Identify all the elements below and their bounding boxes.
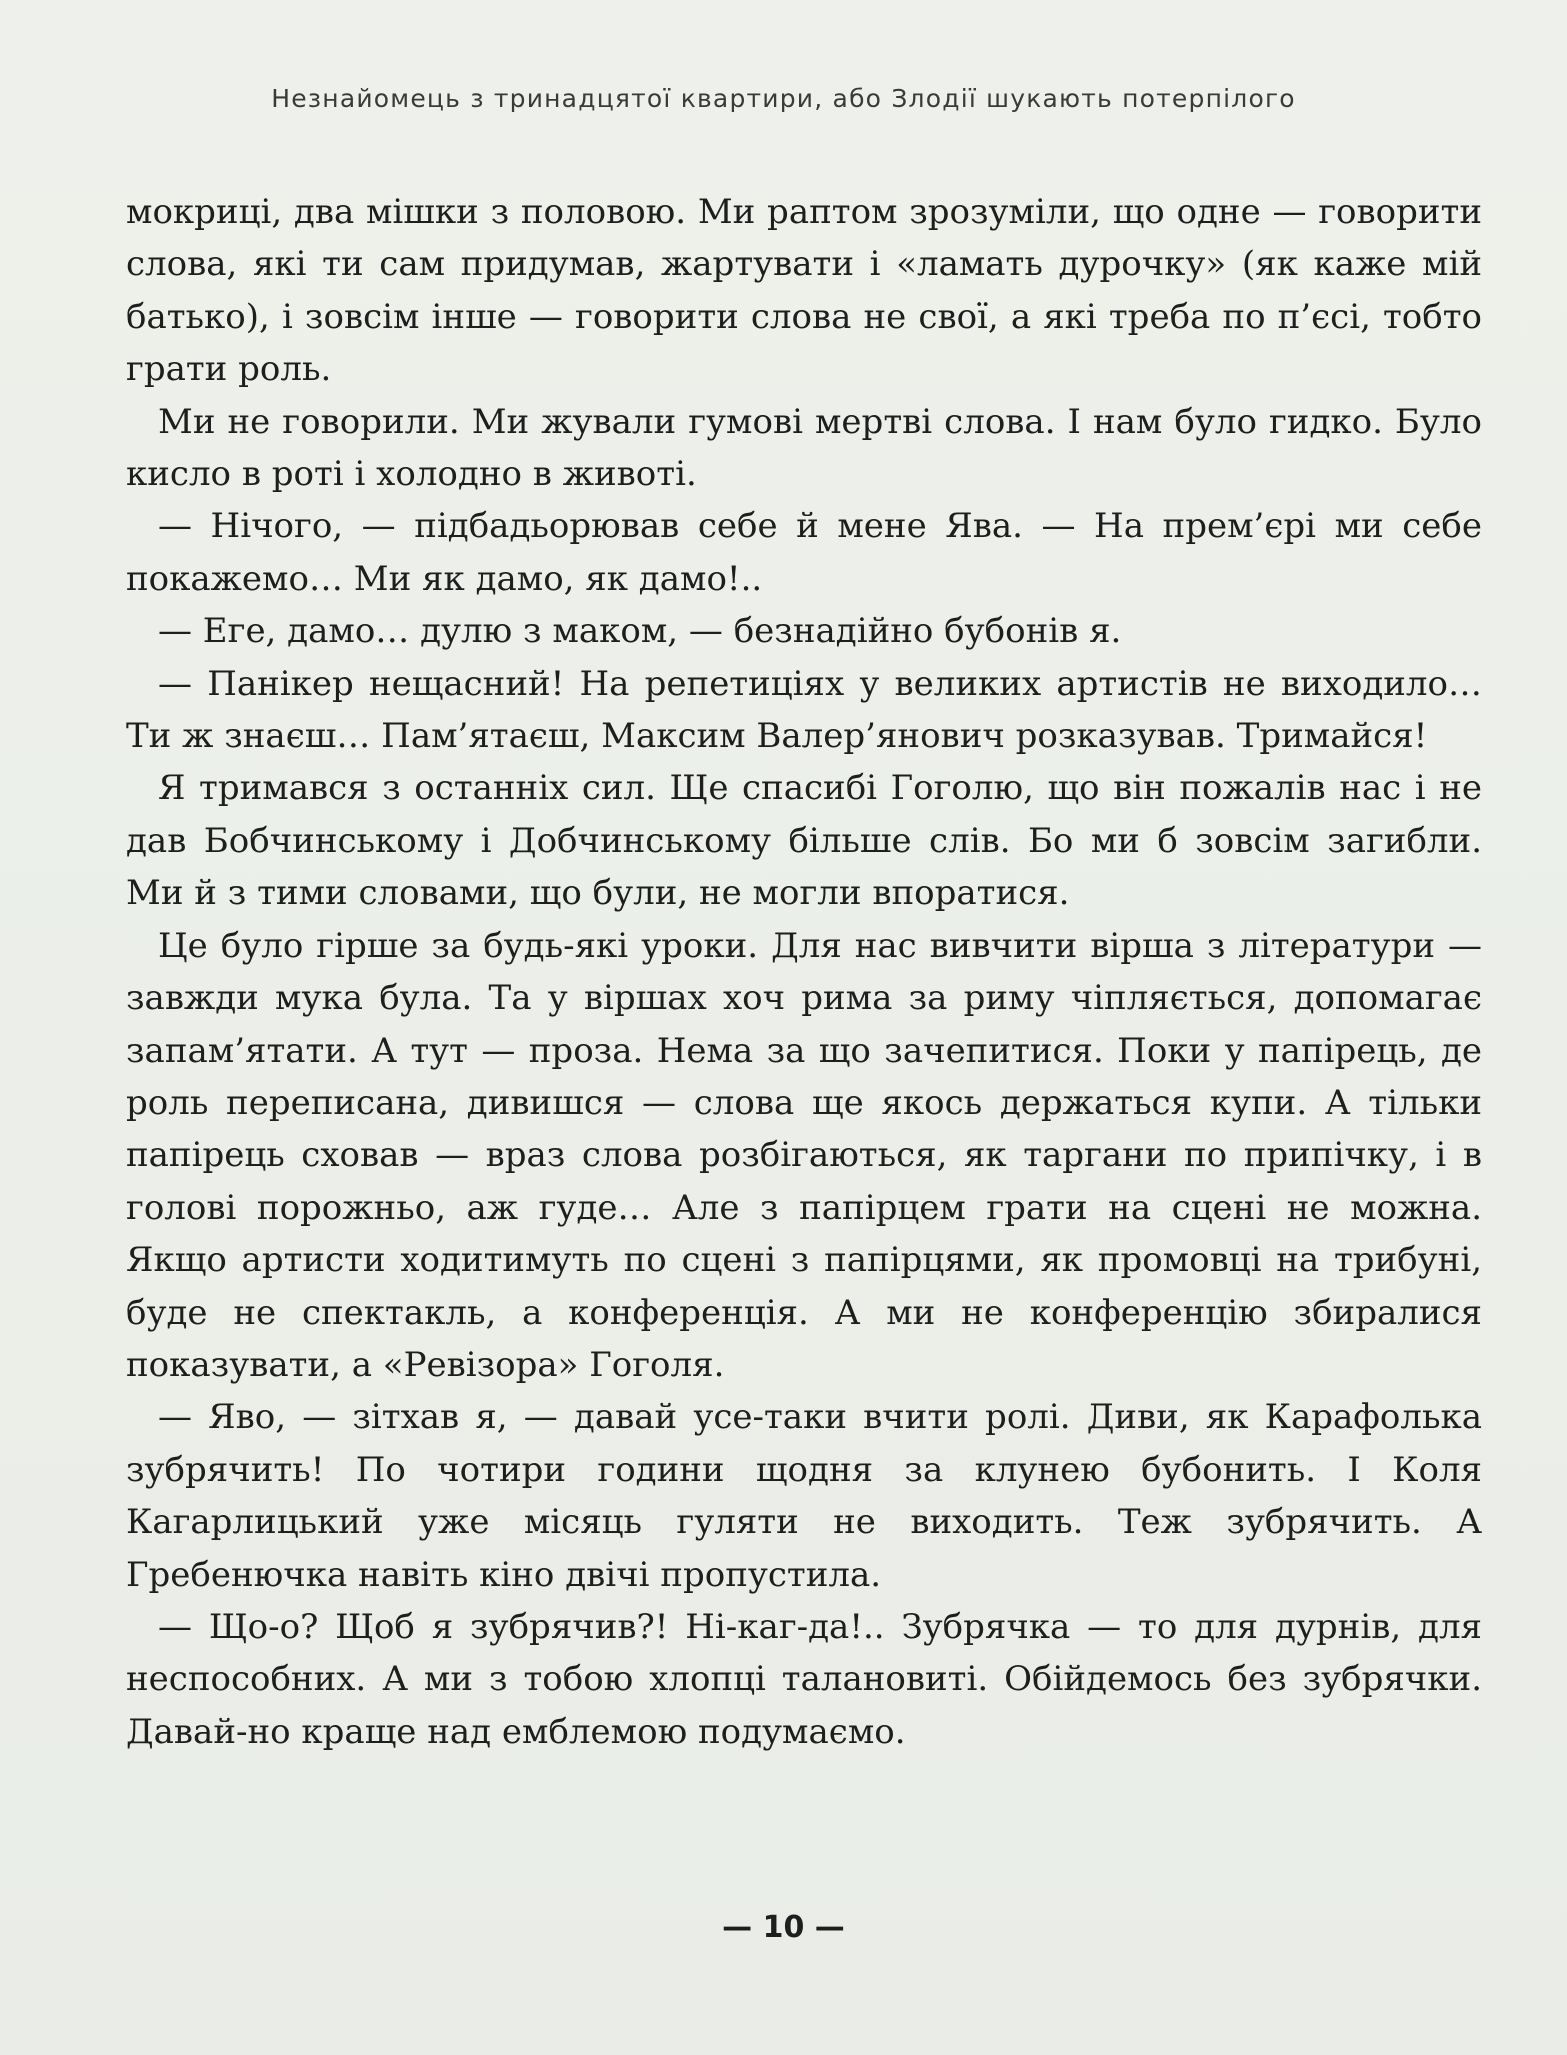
running-head: Незнайомець з тринадцятої квартири, або Злодії шукають потерпілого bbox=[271, 84, 1296, 113]
paragraph-1: мокриці, два мішки з половою. Ми раптом зрозуміли, що одне — говорити слова, які ти сам придумав, жартувати і «ламать дурочку» (як каже мій батько), і зовсім інше — говорити слова не свої, а які треба по п’єсі, тобто грати роль. bbox=[126, 192, 1482, 390]
paragraph-5: — Панікер нещасний! На репетиціях у великих артистів не виходило… Ти ж знаєш… Пам’ятаєш, Максим Валер’янович розказував. Тримайся! bbox=[126, 663, 1482, 757]
paragraph-7: Це було гірше за будь-які уроки. Для нас вивчити вірша з літератури — завжди мука була. Та у віршах хоч рима за риму чіпляється, допомагає запам’ятати. А тут — проза. Нема за що зачепитися. Поки у папірець, де роль переписана, дивишся — слова ще якось держаться купи. А тільки папірець сховав — враз слова розбігаються, як таргани по припічку, і в голові порожньо, аж гуде… Але з папірцем грати на сцені не можна. Якщо артисти ходитимуть по сцені з папірцями, як промовці на трибуні, буде не спектакль, а конференція. А ми не конференцію збиралися показувати, а «Ревізора» Гоголя. bbox=[126, 925, 1482, 1385]
paragraph-3: — Нічого, — підбадьорював себе й мене Ява. — На прем’єрі ми себе покажемо… Ми як дамо, як дамо!.. bbox=[126, 506, 1482, 599]
page-number: — 10 — bbox=[722, 1910, 845, 1945]
body-text bbox=[126, 186, 1482, 1758]
paragraph-2: Ми не говорили. Ми жували гумові мертві слова. І нам було гидко. Було кисло в роті і холодно в животі. bbox=[126, 401, 1482, 495]
paragraph-9: — Що-о? Щоб я зубрячив?! Ні-каг-да!.. Зубрячка — то для дурнів, для неспособних. А ми з тобою хлопці талановиті. Обійдемось без зубрячки. Давай-но краще над емблемою подумаємо. bbox=[126, 1606, 1482, 1752]
paragraph-6: Я тримався з останніх сил. Ще спасибі Гоголю, що він пожалів нас і не дав Бобчинському і Добчинському більше слів. Бо ми б зовсім загибли. Ми й з тими словами, що були, не могли впоратися. bbox=[126, 768, 1482, 914]
paragraph-4: — Еге, дамо… дулю з маком, — безнадійно бубонів я. bbox=[158, 611, 1122, 652]
paragraph-8: — Яво, — зітхав я, — давай усе-таки вчити ролі. Диви, як Карафолька зубрячить! По чотири години щодня за клунею бубонить. І Коля Кагарлицький уже місяць гуляти не виходить. Теж зубрячить. А Гребенючка навіть кіно двічі пропустила. bbox=[126, 1397, 1482, 1595]
